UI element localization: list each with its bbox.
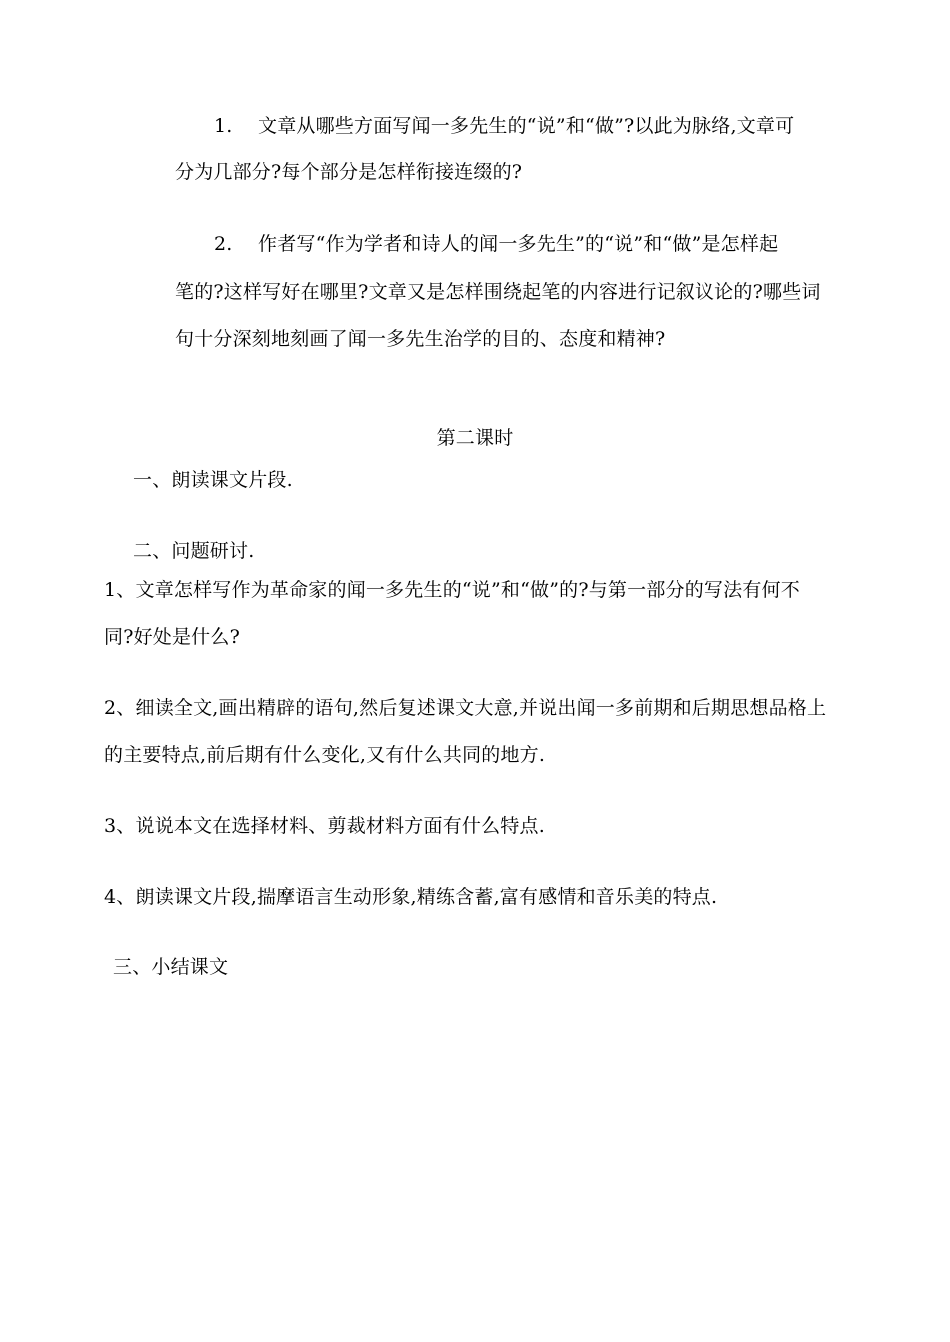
heading-summary: 三、小结课文 — [113, 956, 229, 978]
heading-discussion: 二、问题研讨. — [133, 540, 255, 562]
question-1-line-1 — [214, 114, 794, 138]
heading-reading: 一、朗读课文片段. — [133, 469, 293, 491]
question-2-number: 2. — [214, 233, 233, 255]
question-1-number: 1. — [214, 115, 233, 137]
discussion-2-line-2: 的主要特点,前后期有什么变化,又有什么共同的地方. — [104, 744, 546, 766]
discussion-4-line-1: 4、朗读课文片段,揣摩语言生动形象,精练含蓄,富有感情和音乐美的特点. — [104, 886, 718, 908]
question-2-line-1 — [214, 232, 778, 256]
question-2-line-2: 笔的?这样写好在哪里?文章又是怎样围绕起笔的内容进行记叙议论的?哪些词 — [175, 281, 821, 303]
discussion-1-line-2: 同?好处是什么? — [104, 626, 240, 648]
discussion-2-line-1: 2、细读全文,画出精辟的语句,然后复述课文大意,并说出闻一多前期和后期思想品格上 — [104, 697, 827, 719]
discussion-3-line-1: 3、说说本文在选择材料、剪裁材料方面有什么特点. — [104, 815, 545, 837]
question-2-line-3: 句十分深刻地刻画了闻一多先生治学的目的、态度和精神? — [175, 328, 666, 350]
question-2-text-line-1: 作者写“作为学者和诗人的闻一多先生”的“说”和“做”是怎样起 — [258, 233, 779, 255]
discussion-1-line-1: 1、文章怎样写作为革命家的闻一多先生的“说”和“做”的?与第一部分的写法有何不 — [104, 579, 800, 601]
question-1-text-line-1: 文章从哪些方面写闻一多先生的“说”和“做”?以此为脉络,文章可 — [258, 115, 795, 137]
question-1-line-2: 分为几部分?每个部分是怎样衔接连缀的? — [175, 161, 523, 183]
section-title: 第二课时 — [436, 427, 514, 449]
